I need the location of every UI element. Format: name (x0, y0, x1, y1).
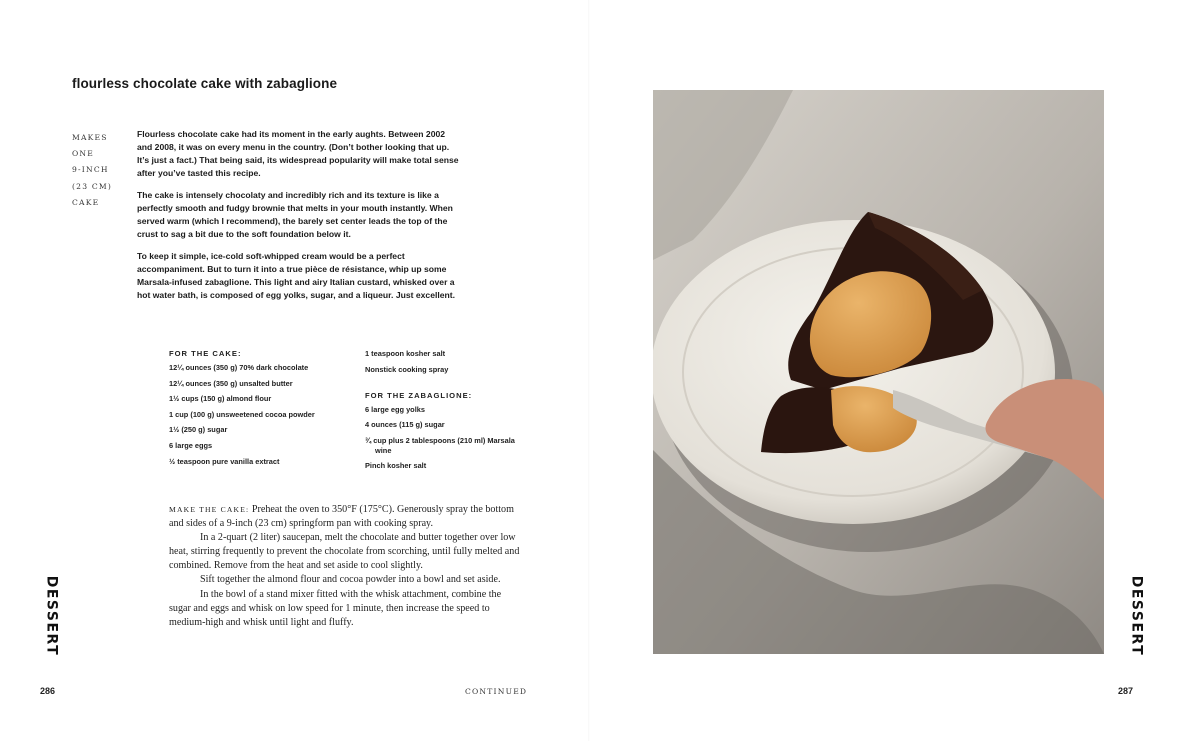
ingredient-item: Nonstick cooking spray (365, 364, 449, 374)
ingredients-right-column (365, 349, 515, 477)
method-lead: MAKE THE CAKE: (169, 505, 250, 514)
ingredient-item: 1½ cups (150 g) almond flour (169, 394, 272, 404)
ingredients-heading: FOR THE ZABAGLIONE: (365, 390, 473, 400)
intro-paragraph: To keep it simple, ice-cold soft-whipped cream would be a perfect accompaniment. But to turn it into a true pièce de résistance, whip up some Marsala-infused zabaglione. This light and airy Italian custard, whisked over a hot water bath, is composed of egg yolks, sugar, and a liqueur. Just excellent. (137, 251, 456, 300)
ingredient-item: ¾ cup plus 2 tablespoons (210 ml) Marsala wine (365, 435, 515, 455)
section-label-right: DESSERT (1128, 575, 1145, 657)
ingredient-item: 6 large egg yolks (365, 404, 425, 414)
yield-line: CAKE (72, 197, 100, 207)
ingredient-item: 1 teaspoon kosher salt (365, 349, 446, 358)
yield-line: MAKES (72, 133, 108, 142)
cake-photo-illustration (653, 90, 1104, 654)
ingredient-item: 1 cup (100 g) unsweetened cocoa powder (169, 409, 315, 419)
recipe-intro (137, 128, 462, 311)
ingredient-item: 6 large eggs (169, 440, 213, 450)
yield-line: 9-INCH (72, 165, 109, 175)
method-paragraph: In the bowl of a stand mixer fitted with the whisk attachment, combine the sugar and eggs and whisk on low speed for 1 minute, then increase the speed to medium-high and whisk until light and fluffy. (169, 588, 502, 628)
ingredient-item: 1½ (250 g) sugar (169, 425, 228, 435)
method-text: Preheat the oven to 350°F (175°C). Generously spray the bottom and sides of a 9-inch (23 cm) springform pan with cooking spray. (169, 504, 514, 530)
intro-paragraph: The cake is intensely chocolaty and incredibly rich and its texture is like a perfectly smooth and fudgy brownie that melts in your mouth instantly. When served warm (which I recommend), the barely set center leads the top of the crust to sag a bit due to the soft foundation below it. (137, 190, 453, 239)
page-gutter (588, 0, 590, 741)
method-paragraph (169, 503, 525, 531)
continued-label: CONTINUED (465, 687, 528, 696)
ingredient-item: ½ teaspoon pure vanilla extract (169, 456, 280, 466)
ingredient-item: Pinch kosher salt (365, 461, 427, 471)
recipe-title: flourless chocolate cake with zabaglione (72, 76, 338, 91)
intro-paragraph: Flourless chocolate cake had its moment in the early aughts. Between 2002 and 2008, it was on every menu in the country. (Don’t bother looking that up. It’s just a fact.) That being said, its widespread popularity will make total sense after you’ve tasted this recipe. (137, 129, 459, 178)
recipe-method (169, 503, 525, 630)
ingredient-item: 12¼ ounces (350 g) 70% dark chocolate (169, 363, 309, 372)
method-paragraph: In a 2-quart (2 liter) saucepan, melt the chocolate and butter together over low heat, stirring frequently to prevent the chocolate from scorching, until fully melted and combined. Remove from the heat and set aside to cool slightly. (169, 532, 520, 572)
page-number-right: 287 (1118, 686, 1134, 696)
yield-line: ONE (72, 149, 95, 159)
page-number-left: 286 (40, 686, 56, 696)
ingredients-cake (169, 349, 344, 472)
yield-line: (23 CM) (72, 181, 112, 191)
ingredients-heading: FOR THE CAKE: (169, 349, 242, 358)
cake-photo (653, 90, 1104, 654)
ingredient-item: 4 ounces (115 g) sugar (365, 420, 445, 430)
recipe-yield (72, 130, 122, 211)
ingredient-item: 12¼ ounces (350 g) unsalted butter (169, 378, 293, 388)
section-label-left: DESSERT (43, 575, 60, 657)
method-paragraph: Sift together the almond flour and cocoa powder into a bowl and set aside. (200, 574, 501, 586)
